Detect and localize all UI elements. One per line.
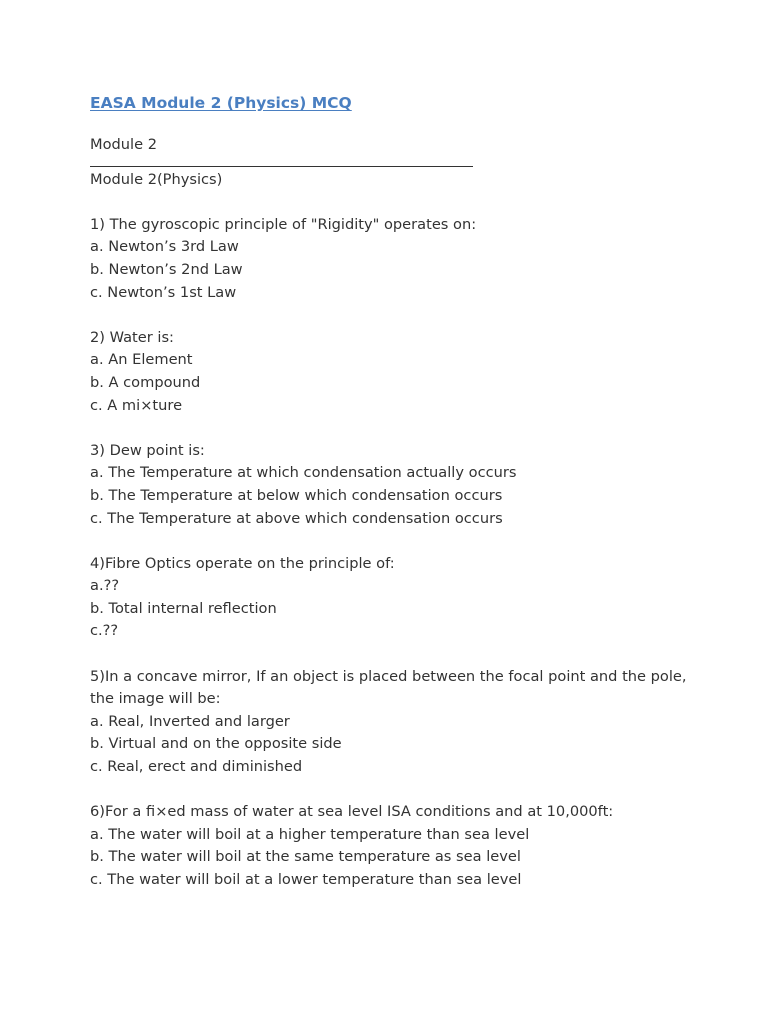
answer-option-c: c.?? — [90, 622, 119, 640]
answer-option-b: b. The Temperature at below which condensation occurs — [90, 486, 503, 504]
answer-option-a: a. Real, Inverted and larger — [90, 712, 290, 730]
question-text: 4)Fibre Optics operate on the principle of: — [90, 554, 395, 572]
question-4 — [90, 553, 690, 643]
answer-option-b: b. Total internal reflection — [90, 599, 277, 617]
document-title[interactable]: EASA Module 2 (Physics) MCQ — [90, 94, 352, 112]
answer-option-c: c. The Temperature at above which condensation occurs — [90, 509, 503, 527]
answer-option-a: a. The water will boil at a higher temperature than sea level — [90, 825, 530, 843]
answer-option-b: b. A compound — [90, 373, 201, 391]
answer-option-b: b. Newton’s 2nd Law — [90, 260, 243, 278]
question-text: 6)For a fi×ed mass of water at sea level ISA conditions and at 10,000ft: — [90, 803, 614, 821]
section-heading: Module 2(Physics) — [90, 170, 223, 188]
question-text: 5)In a concave mirror, If an object is placed between the focal point and the pole, the image will be: — [90, 667, 687, 708]
answer-option-a: a. Newton’s 3rd Law — [90, 238, 239, 256]
answer-option-a: a.?? — [90, 577, 120, 595]
question-1 — [90, 214, 690, 304]
answer-option-a: a. The Temperature at which condensation actually occurs — [90, 464, 517, 482]
module-label: Module 2 — [90, 136, 157, 153]
answer-option-b: b. Virtual and on the opposite side — [90, 735, 342, 753]
question-2 — [90, 327, 690, 417]
answer-option-c: c. The water will boil at a lower temperature than sea level — [90, 871, 522, 888]
answer-option-a: a. An Element — [90, 351, 193, 369]
question-5 — [90, 666, 690, 779]
answer-option-c: c. A mi×ture — [90, 396, 183, 414]
question-text: 2) Water is: — [90, 328, 174, 346]
answer-option-c: c. Real, erect and diminished — [90, 758, 303, 776]
question-text: 1) The gyroscopic principle of "Rigidity" operates on: — [90, 215, 477, 233]
answer-option-c: c. Newton’s 1st Law — [90, 283, 237, 301]
question-text: 3) Dew point is: — [90, 441, 205, 459]
horizontal-rule — [90, 166, 473, 167]
question-3 — [90, 440, 690, 530]
answer-option-b: b. The water will boil at the same temperature as sea level — [90, 848, 521, 866]
question-6 — [90, 801, 690, 891]
document-page — [90, 93, 690, 892]
